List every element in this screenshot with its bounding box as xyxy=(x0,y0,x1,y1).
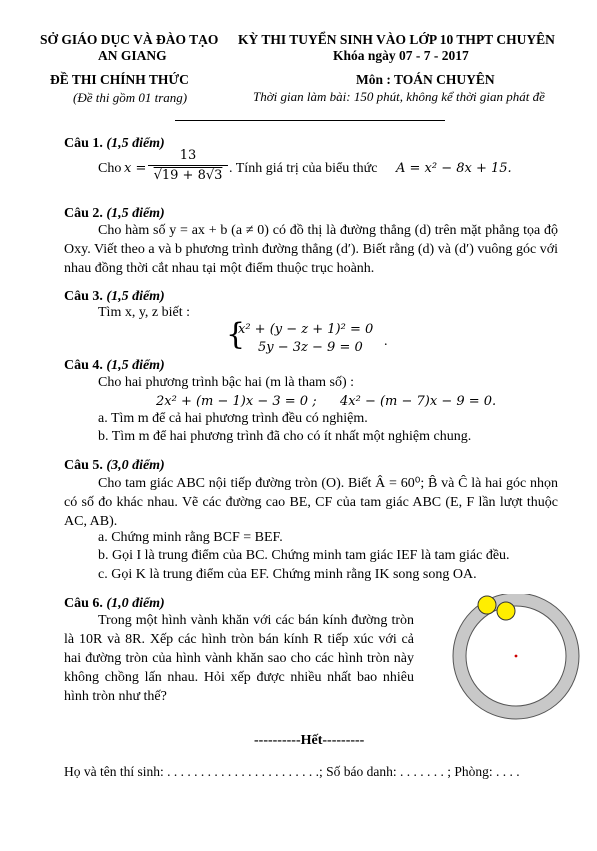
pages-note: (Đề thi gồm 01 trang) xyxy=(73,90,188,105)
q1-label: Câu 1. xyxy=(64,136,103,151)
q3-system-brace: { xyxy=(226,317,246,352)
time-note: Thời gian làm bài: 150 phút, không kể thời gian phát đề xyxy=(253,89,545,104)
q6-label: Câu 6. xyxy=(64,596,103,611)
q6-text: Trong một hình vành khăn với các bán kính đường tròn là 10R và 8R. Xếp các hình tròn bán kính R tiếp xúc với cả hai đường tròn của hình vành khăn sao cho các hình tròn này không chồng lấn nhau. Hỏi xếp được nhiều nhất bao nhiêu hình tròn như thế? xyxy=(64,613,414,704)
department-province: AN GIANG xyxy=(98,48,167,63)
q2-points: (1,5 điểm) xyxy=(106,206,165,221)
q4-part-b: b. Tìm m để hai phương trình đã cho có ít nhất một nghiệm chung. xyxy=(98,429,472,444)
q1-numerator: 13 xyxy=(179,148,197,163)
q1-expression: A = x² − 8x + 15. xyxy=(396,161,512,176)
small-circle-2 xyxy=(497,602,515,620)
header-divider xyxy=(175,120,445,121)
q4-equation-1: 2x² + (m − 1)x − 3 = 0 ; xyxy=(156,394,317,409)
q1-lhs: x = xyxy=(124,161,147,176)
annulus-center-dot xyxy=(515,655,518,658)
subject-label: Môn : TOÁN CHUYÊN xyxy=(356,72,495,87)
official-label: ĐỀ THI CHÍNH THỨC xyxy=(50,72,189,87)
q1-fraction-bar xyxy=(148,165,228,166)
q2-heading xyxy=(64,206,165,222)
q2-text: Cho hàm số y = ax + b (a ≠ 0) có đồ thị là đường thẳng (d) trên mặt phẳng tọa độ Oxy. Viết theo a và b phương trình đường thẳng (d′). Biết rằng (d) và (d′) vuông góc với nhau đồng thời cắt nhau tại một điểm thuộc trục hoành. xyxy=(64,223,558,276)
q6-heading xyxy=(64,596,165,612)
q5-part-a: a. Chứng minh rằng BCF = BEF. xyxy=(98,530,283,545)
q5-label: Câu 5. xyxy=(64,458,103,473)
q4-equation-2: 4x² − (m − 7)x − 9 = 0. xyxy=(340,394,497,409)
q3-end: . xyxy=(384,334,388,349)
q2-label: Câu 2. xyxy=(64,206,103,221)
q5-text: Cho tam giác ABC nội tiếp đường tròn (O). Biết Â = 60⁰; B̂ và Ĉ là hai góc nhọn có số đo khác nhau. Vẽ các đường cao BE, CF của tam giác ABC (E, F lần lượt thuộc AC, AB). xyxy=(64,476,558,529)
q3-label: Câu 3. xyxy=(64,289,103,304)
end-mark: ----------Hết--------- xyxy=(254,733,365,748)
q3-heading xyxy=(64,289,165,305)
q1-points: (1,5 điểm) xyxy=(106,136,165,151)
q4-part-a: a. Tìm m để cả hai phương trình đều có nghiệm. xyxy=(98,411,368,426)
q3-intro: Tìm x, y, z biết : xyxy=(98,305,191,320)
q5-heading xyxy=(64,458,165,474)
department-name: SỞ GIÁO DỤC VÀ ĐÀO TẠO xyxy=(40,32,219,47)
exam-date: Khóa ngày 07 - 7 - 2017 xyxy=(333,48,469,63)
q5-part-c: c. Gọi K là trung điểm của EF. Chứng minh rằng IK song song OA. xyxy=(98,567,477,582)
small-circle-1 xyxy=(478,596,496,614)
annulus-figure xyxy=(424,594,584,724)
q1-text-start: Cho xyxy=(98,161,122,176)
q1-fraction xyxy=(148,147,228,185)
q3-equation-2: 5y − 3z − 9 = 0 xyxy=(258,340,363,355)
q4-heading xyxy=(64,358,165,374)
q4-label: Câu 4. xyxy=(64,358,103,373)
q4-points: (1,5 điểm) xyxy=(106,358,165,373)
q4-intro: Cho hai phương trình bậc hai (m là tham số) : xyxy=(98,375,355,390)
q1-denominator: √19 + 8√3 xyxy=(153,168,223,183)
q5-points: (3,0 điểm) xyxy=(106,458,165,473)
q3-equation-1: x² + (y − z + 1)² = 0 xyxy=(238,322,374,337)
q6-points: (1,0 điểm) xyxy=(106,596,165,611)
q1-text-mid: . Tính giá trị của biểu thức xyxy=(229,161,378,176)
candidate-info-line: Họ và tên thí sinh: . . . . . . . . . . . . . . . . . . . . . . .; Số báo danh: . . . . . . . ; Phòng: . . . . xyxy=(64,764,520,779)
exam-title: KỲ THI TUYỂN SINH VÀO LỚP 10 THPT CHUYÊN xyxy=(238,32,555,47)
q5-part-b: b. Gọi I là trung điểm của BC. Chứng minh tam giác IEF là tam giác đều. xyxy=(98,548,510,563)
q3-points: (1,5 điểm) xyxy=(106,289,165,304)
